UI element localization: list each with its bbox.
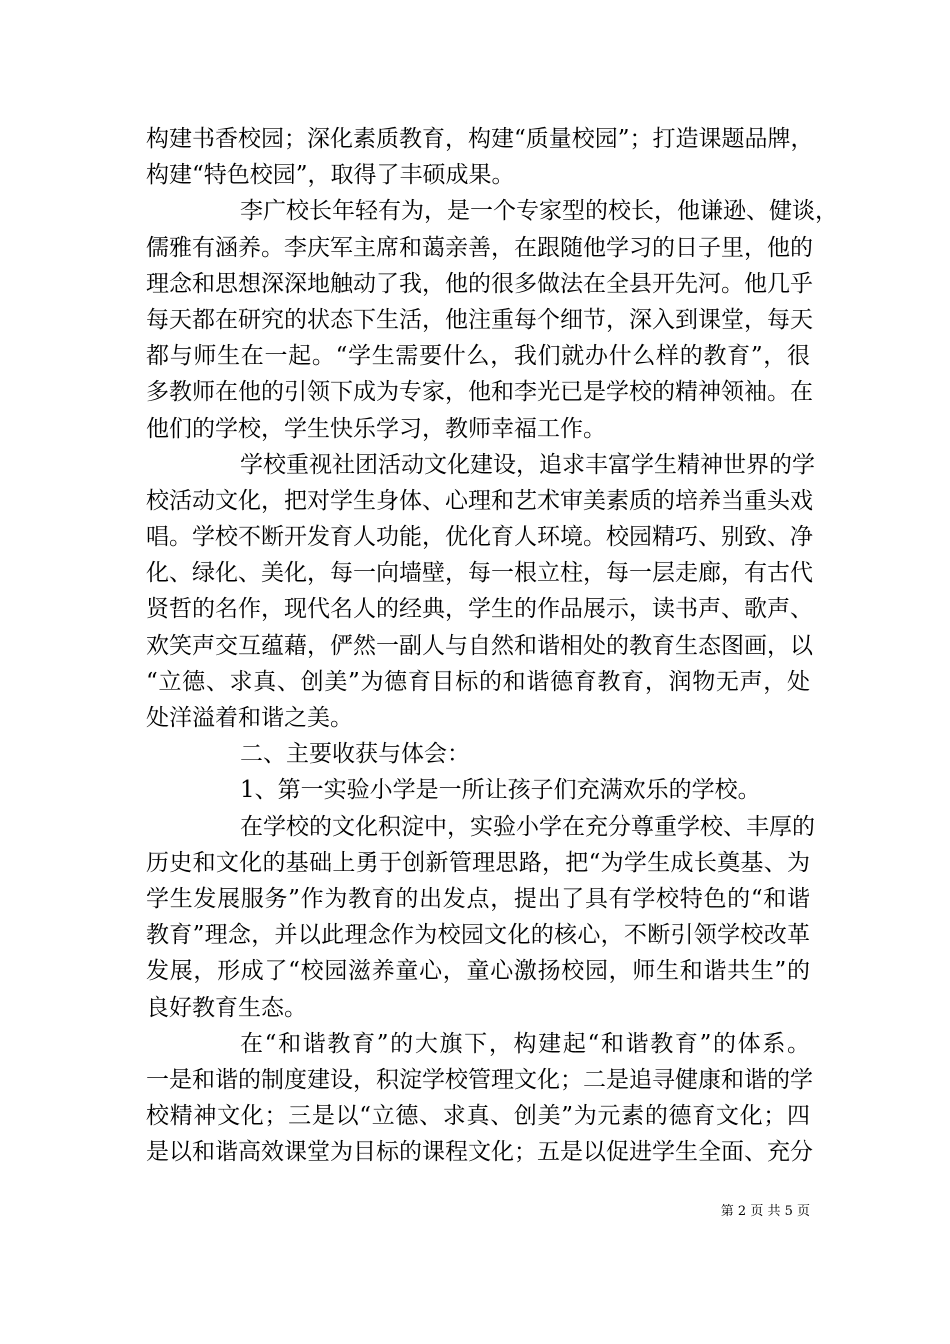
text-line: 1、第一实验小学是一所让孩子们充满欢乐的学校。 <box>240 777 761 804</box>
text-line: 都与师生在一起。“学生需要什么，我们就办什么样的教育”，很 <box>146 343 810 370</box>
text-line: 理念和思想深深地触动了我，他的很多做法在全县开先河。他几乎 <box>146 270 813 297</box>
text-line: 他们的学校，学生快乐学习，教师幸福工作。 <box>146 415 606 442</box>
body-text <box>146 121 838 1170</box>
text-line: 良好教育生态。 <box>146 994 307 1021</box>
text-line: 校活动文化，把对学生身体、心理和艺术审美素质的培养当重头戏 <box>146 487 813 514</box>
page-number: 第 2 页 共 5 页 <box>720 1204 810 1219</box>
text-line: 二、主要收获与体会： <box>240 741 470 768</box>
text-line: “立德、求真、创美”为德育目标的和谐德育教育，润物无声，处 <box>146 668 810 695</box>
text-line: 学校重视社团活动文化建设，追求丰富学生精神世界的学 <box>240 451 815 478</box>
text-line: 在学校的文化积淀中，实验小学在充分尊重学校、丰厚的 <box>240 813 815 840</box>
text-line: 多教师在他的引领下成为专家，他和李光已是学校的精神领袖。在 <box>146 379 813 406</box>
text-line: 处洋溢着和谐之美。 <box>146 705 353 731</box>
text-line: 历史和文化的基础上勇于创新管理思路，把“为学生成长奠基、为 <box>146 849 810 876</box>
text-line: 贤哲的名作，现代名人的经典，学生的作品展示，读书声、歌声、 <box>146 596 813 623</box>
text-line: 构建书香校园；深化素质教育，构建“质量校园”；打造课题品牌， <box>146 126 814 152</box>
text-line: 教育”理念，并以此理念作为校园文化的核心，不断引领学校改革 <box>146 922 810 949</box>
text-line: 欢笑声交互蕴藉，俨然一副人与自然和谐相处的教育生态图画，以 <box>146 632 813 659</box>
text-line: 化、绿化、美化，每一向墙壁，每一根立柱，每一层走廊，有古代 <box>146 560 813 587</box>
text-line: 发展，形成了“校园滋养童心，童心激扬校园，师生和谐共生”的 <box>146 958 810 985</box>
text-line: 儒雅有涵养。李庆军主席和蔼亲善，在跟随他学习的日子里，他的 <box>146 234 813 261</box>
text-line: 每天都在研究的状态下生活，他注重每个细节，深入到课堂，每天 <box>146 306 813 333</box>
text-line: 构建“特色校园”，取得了丰硕成果。 <box>146 162 515 189</box>
text-line: 学生发展服务”作为教育的出发点，提出了具有学校特色的“和谐 <box>146 885 810 912</box>
text-line: 唱。学校不断开发育人功能，优化育人环境。校园精巧、别致、净 <box>146 524 813 551</box>
text-line: 在“和谐教育”的大旗下，构建起“和谐教育”的体系。 <box>240 1030 810 1057</box>
text-line: 校精神文化；三是以“立德、求真、创美”为元素的德育文化；四 <box>146 1103 810 1130</box>
text-line: 李广校长年轻有为，是一个专家型的校长，他谦逊、健谈， <box>240 198 838 225</box>
text-line: 一是和谐的制度建设，积淀学校管理文化；二是追寻健康和谐的学 <box>146 1066 813 1093</box>
text-line: 是以和谐高效课堂为目标的课程文化；五是以促进学生全面、充分 <box>146 1139 813 1166</box>
